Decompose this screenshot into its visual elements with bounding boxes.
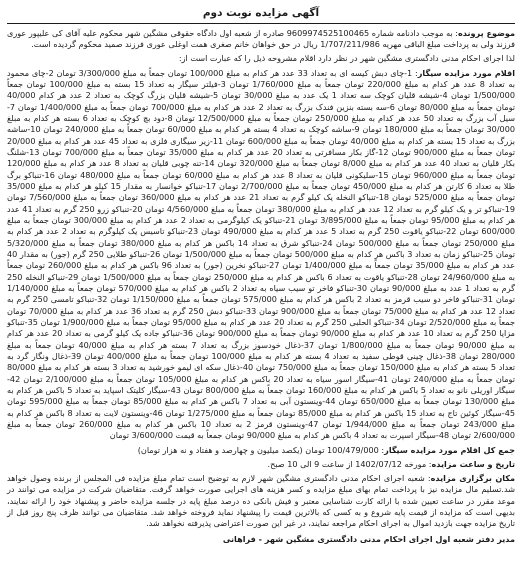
total-paragraph xyxy=(7,445,515,456)
case-subject-label: موضوع پرونده xyxy=(458,27,516,38)
signature: مدیر دفتر شعبه اول اجرای احکام مدنی دادگستری مشگین شهر - فراهانی xyxy=(222,533,515,544)
case-subject-paragraph xyxy=(7,28,515,51)
location-paragraph xyxy=(7,473,515,530)
intro-paragraph: لذا اجرای احکام مدنی دادگستری مشگین شهر در نظر دارد اقلام مشروحه ذیل را که عبارت است از: xyxy=(178,53,515,64)
location-text: : شعبه اجرای احکام مدنی دادگستری مشگین شهر لازم به توضیح است تمام مبلغ مزایده فی المجلس از برنده وصول خواهد شد.تسلیم مال مزایده نیز با پرداخت تمام بهای مبلغ مزایده و کسر هزینه های اجرایی صورت خواهد گرفت. متقاضیان شرکت در مزایده می توانند در موعد مقرر در ساعت تعیین شده با ارائه کارت شناسایی معتبر و فیش بانکی ده درصد مبلغ پایه در جلسه مزایده حاضر و پیشنهاد خود را ارائه نمایند، بدیهی است که مزایده از قیمت پایه شروع و به کسی که بالاترین قیمت را پیشنهاد نماید فروخته خواهد شد. متقاضیان می توانند ظرف پنج روز قبل از تاریخ مزایده جهت بازدید اموال به اجرای احکام مراجعه نمایند، در غیر این صورت اعتراضی پذیرفته نخواهد شد. xyxy=(7,473,515,529)
auction-items-paragraph xyxy=(7,68,515,442)
case-subject-text: : به موجب دادنامه شماره 9609974525100465 صادره از شعبه اول دادگاه حقوقی مشگین شهر محکوم علیه آقای کی علیپور عوری فرزند ولی به پرداخت مبلغ الباقی مهریه 1/707/211/986 ریال در حق خواهان خانم صغری همت اوغلی عوری فرزند صمید محکوم گردیده است. xyxy=(7,27,515,50)
notice-title: آگهی مزایده نوبت دوم xyxy=(7,6,515,24)
datetime-paragraph xyxy=(7,459,515,470)
auction-items-label: اقلام مورد مزایده سیگار xyxy=(417,67,515,78)
datetime-label: تاریخ و ساعت مزایده xyxy=(431,458,515,469)
location-label: مکان برگزاری مزایده xyxy=(430,473,515,484)
total-label: جمع کل اقلام مورد مزایده سیگار xyxy=(384,444,515,455)
datetime-text: : مورخه 1402/07/12 از ساعت 9 الی 10 صبح. xyxy=(267,458,432,469)
auction-items-text: : 1-چای دبش کیسه ای به تعداد 33 عدد هر کدام به مبلغ 100/000 تومان جمعاً به مبلغ 3/300/000 تومان 2-چای محمود به تعداد 8 عدد هر کدام به مبلغ 220/000 تومان جمعاً به مبلغ 1/760/000 تومان 3-فیلتر سیگار به تعداد 15 بسته به مبلغ 100/000 تومان جمعاً 1/500/000 تومان 4-شیشه قلیان کوچک سه تعداد 1 یک عدد به مبلغ 30/000 تومان 5-شیشه قلیان بزرگ کوچک به تعداد 2 عدد هر کدام 40/000 تومان جمعاً به مبلغ 80/000 تومان 6-سه بسته بنزین فندک بزرگ به تعداد 2 عدد هر کدام به مبلغ 700/000 تومان جمعاً به مبلغ 1/400/000 تومان 7-سیل آب بزرگ به تعداد 50 عدد هر کدام به مبلغ 250/000 تومان جمعاً به مبلغ 12/500/000 تومان 8-دود بچ کوچک به تعداد 6 بسته هر کدام به مبلغ 30/000 تومان جمعاً به مبلغ 180/000 تومان 9-ساشه کوچک به تعداد 4 بسته هر کدام به مبلغ 60/000 تومان جمعاً به مبلغ 240/000 تومان 10-ساشه بزرگ به تعداد 15 بسته هر کدام به مبلغ 40/000 تومان جمعاً به مبلغ 600/000 تومان 11-زیر سیگاری فلزی به تعداد 45 عدد هر کدام به مبلغ 20/000 تومان جمعاً به مبلغ 900/000 تومان 12-گاز بکار مسافرتی به تعداد 20 عدد هر کدام به مبلغ 35/000 تومان جمعاً به مبلغ 700/000 تومان 13-شلنگ بکار قلیان به تعداد 40 عدد هر کدام به مبلغ 8/000 تومان جمعاً به مبلغ 320/000 تومان 14-تنه چوبی قلیان به تعداد 8 عدد هر کدام به مبلغ 120/000 تومان جمعاً به مبلغ 960/000 تومان 15-سلیکونی قلیان به تعداد 8 عدد هر کدام به مبلغ 60/000 تومان جمعاً به مبلغ 480/000 تومان 16-تنباکو برگ طلا به تعداد 6 کارتن هر کدام به مبلغ 450/000 تومان جمعاً به مبلغ 2/700/000 تومان 17-تنباکو خوانسار به مقدار 15 کیلو هر کدام به مبلغ 35/000 تومان جمعاً به مبلغ 525/000 تومان 18-تنباکو النخله یک کیلو گرم به تعداد 21 عدد هر کدام به مبلغ 360/000 تومان جمعاً به مبلغ 7/560/000 تومان 19-تنباکو تر و یک کیلو گرم به تعداد 12 عدد هر کدام به مبلغ 380/000 تومان جمعاً به مبلغ 4/560/000 تومان 20-تنباکو زرو 250 گرم به تعداد 41 عدد هر کدام به مبلغ 95/000 تومان جمعاً به مبلغ 3/895/000 تومان 21-تنباکو یک کیلوگرمی به تعداد 2 عدد هر کدام به مبلغ 300/000 تومان جمعاً به مبلغ 600/000 تومان 22-تنباکو یاقوت 250 گرم به تعداد 5 عدد هر کدام به مبلغ 490/000 تومان 23-تنباکو تاسیس یک کیلوگرم به تعداد 2 عدد هر کدام به مبلغ 250/000 تومان جمعاً به مبلغ 500/000 تومان 24-تنباکو شرق به تعداد 14 باکس هر کدام به مبلغ 380/000 تومان جمعاً به مبلغ 5/320/000 تومان 25-تنباکو زمان به تعداد 3 باکس هر کدام به مبلغ 500/000 تومان جمعاً به مبلغ 1/500/000 تومان 26-تنباکو طلایی 250 گرم (جور) به مقدار 40 عدد هر کدام به مبلغ 35/000 تومان جمعاً به مبلغ 1/400/000 تومان 27-تنباکو نخرین (جور) به تعداد 96 باکس هر کدام به مبلغ 260/000 تومان جمعاً به مبلغ 24/960/000 تومان 28-تنباکو یاقوت به تعداد 6 باکس هر کدام به مبلغ 250/000 تومان جمعاً به مبلغ 1/500/000 تومان 29-تنباکو النخله 250 گرم به تعداد 1 عدد به مبلغ 90/000 تومان 30-تنباکو فاخر تو سیب سیاه به تعداد 2 باکس هر کدام به مبلغ 570/000 تومان جمعاً به مبلغ 1/140/000 تومان 31-تنباکو فاخر دو سیب قرمز به تعداد 2 باکس هر کدام به مبلغ 575/000 تومان جمعاً به مبلغ 1/150/000 تومان 32-تنباکو تامسی 250 گرم به تعداد 12 عدد هر کدام به مبلغ 75/000 تومان جمعاً به مبلغ 900/000 تومان 33-تنباکو دبش 250 گرم به تعداد 36 عدد هر کدام به مبلغ 70/000 تومان جمعاً به مبلغ 2/520/000 تومان 34-تنباکو الحلبی 250 گرم به تعداد 20 عدد هر کدام به مبلغ 95/000 تومان جمعاً به مبلغ 1/900/000 تومان 35-تنباکو مزایا 250 گرم به تعداد 10 عدد هر کدام به مبلغ 90/000 تومان جمعاً به مبلغ 900/000 تومان 36-تنباکو جاده یک کیلو گرمی به تعداد 20 عدد هر کدام به مبلغ 90/000 تومان جمعاً به مبلغ 1/800/000 تومان 37-ذغال خودسوز بزرگ به تعداد 7 بسته هر کدام به مبلغ 40/000 تومان جمعاً به مبلغ 280/000 تومان 38-ذغال چینی قوطی سفید به تعداد 4 بسته هر کدام به مبلغ 100/000 تومان جمعاً به مبلغ 400/000 تومان 39-ذغال ونگار گرد به تعداد 5 بسته هر کدام به مبلغ 150/000 تومان جمعاً به مبلغ 750/000 تومان 40-ذغال سکه ای لیمو خورشید به تعداد 3 بسته هر کدام به مبلغ 80/000 تومان جمعاً به مبلغ 240/000 تومان 41-سیگار اسور سیاه به تعداد 20 باکس هر کدام به مبلغ 105/000 تومان جمعاً به مبلغ 2/100/000 تومان 42-سیگار اوریلی نانو به تعداد 5 باکس هر کدام به مبلغ 160/000 تومان جمعاً به مبلغ 800/000 تومان 43-سیگار کلیتک اسپاید به تعداد 5 باکس هر کدام به مبلغ 130/000 تومان جمعاً به مبلغ 650/000 تومان 44-وینستون آبی به تعداد 7 باکس هر کدام به مبلغ 85/000 تومان جمعاً به مبلغ 595/000 تومان 45-سیگار کوئین تاج به تعداد 15 باکس هر کدام به مبلغ 85/000 تومان جمعاً به مبلغ 1/275/000 تومان 46-وینستون لایت به تعداد 8 باکس هر کدام به مبلغ 243/000 تومان جمعاً به مبلغ 1/944/000 تومان 47-وینستون قرمز 2 به تعداد 10 باکس هر کدام به مبلغ 260/000 تومان جمعاً به مبلغ 2/600/000 تومان 48-سیگار اسپرت به تعداد 4 باکس هر کدام به مبلغ 90/000 تومان جمعاً به قیمت 3/600/000 تومان xyxy=(7,67,516,441)
total-text: : 100/479/000 تومان (یکصد میلیون و چهارصد و هفتاد و نه هزار تومان) xyxy=(137,444,385,455)
